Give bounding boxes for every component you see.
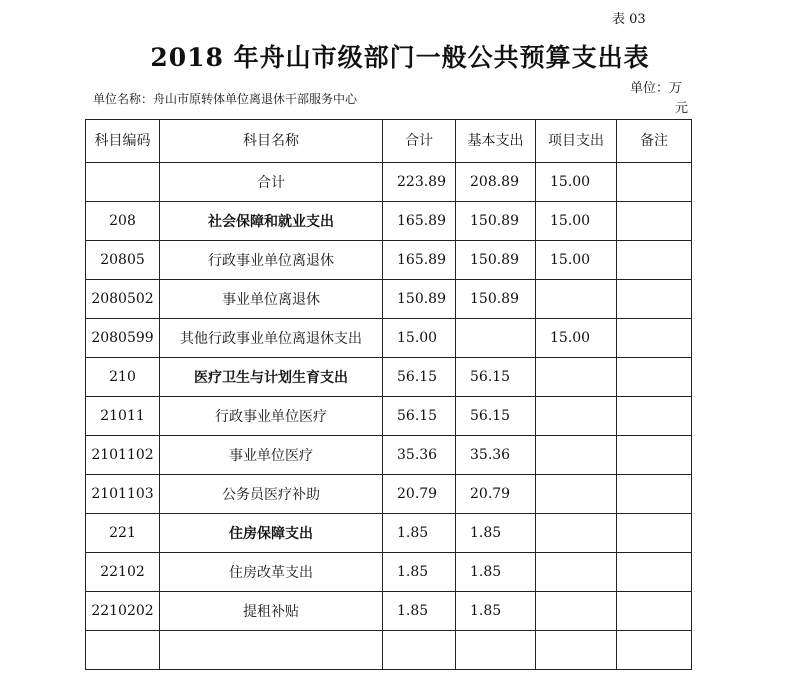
cell-project [536, 397, 617, 436]
cell-total: 150.89 [383, 280, 456, 319]
cell-project: 15.00 [536, 202, 617, 241]
table-row [86, 514, 692, 553]
budget-table [85, 119, 692, 670]
cell-total: 1.85 [383, 553, 456, 592]
cell-project [536, 280, 617, 319]
cell-name: 行政事业单位医疗 [160, 397, 383, 436]
unit-label [630, 79, 690, 119]
cell-code: 221 [86, 514, 160, 553]
cell-project [536, 553, 617, 592]
cell-name: 住房改革支出 [160, 553, 383, 592]
cell-total: 56.15 [383, 358, 456, 397]
cell-note [617, 319, 692, 358]
table-number: 表 03 [612, 12, 646, 27]
cell-project: 15.00 [536, 241, 617, 280]
cell-code: 208 [86, 202, 160, 241]
page-title: 2018 年舟山市级部门一般公共预算支出表 [150, 43, 650, 72]
cell-basic: 208.89 [456, 163, 536, 202]
table-row [86, 397, 692, 436]
table-row [86, 436, 692, 475]
cell-note [617, 163, 692, 202]
cell-total: 165.89 [383, 202, 456, 241]
table-row [86, 202, 692, 241]
cell-project [536, 514, 617, 553]
cell-code: 21011 [86, 397, 160, 436]
table-row [86, 280, 692, 319]
cell-total: 56.15 [383, 397, 456, 436]
cell-note [617, 397, 692, 436]
table-row [86, 319, 692, 358]
cell-project [536, 358, 617, 397]
table-body [86, 163, 692, 670]
cell-note [617, 202, 692, 241]
cell-code: 2080599 [86, 319, 160, 358]
cell-basic: 20.79 [456, 475, 536, 514]
cell-name: 行政事业单位离退休 [160, 241, 383, 280]
header-total: 合计 [383, 120, 456, 163]
cell-note [617, 631, 692, 670]
cell-basic: 1.85 [456, 514, 536, 553]
cell-basic: 56.15 [456, 397, 536, 436]
unit-label-line2: 元 [675, 101, 689, 116]
table-row [86, 631, 692, 670]
cell-note [617, 553, 692, 592]
cell-name: 社会保障和就业支出 [160, 202, 383, 241]
cell-code: 2080502 [86, 280, 160, 319]
cell-code: 2210202 [86, 592, 160, 631]
cell-name [160, 631, 383, 670]
cell-total: 165.89 [383, 241, 456, 280]
cell-project [536, 631, 617, 670]
cell-code [86, 163, 160, 202]
table-row [86, 592, 692, 631]
cell-code: 20805 [86, 241, 160, 280]
cell-total: 1.85 [383, 514, 456, 553]
cell-name: 提租补贴 [160, 592, 383, 631]
cell-total: 1.85 [383, 592, 456, 631]
table-row [86, 241, 692, 280]
cell-basic: 1.85 [456, 592, 536, 631]
cell-basic: 150.89 [456, 202, 536, 241]
unit-name: 单位名称：舟山市原转体单位离退休干部服务中心 [93, 92, 358, 106]
cell-note [617, 592, 692, 631]
cell-basic [456, 631, 536, 670]
cell-total: 35.36 [383, 436, 456, 475]
cell-project: 15.00 [536, 163, 617, 202]
cell-total [383, 631, 456, 670]
header-project: 项目支出 [536, 120, 617, 163]
cell-basic: 1.85 [456, 553, 536, 592]
cell-name: 事业单位医疗 [160, 436, 383, 475]
table-header-row [86, 120, 692, 163]
cell-name: 其他行政事业单位离退休支出 [160, 319, 383, 358]
cell-basic: 35.36 [456, 436, 536, 475]
cell-project [536, 475, 617, 514]
cell-note [617, 358, 692, 397]
cell-code: 2101103 [86, 475, 160, 514]
cell-note [617, 241, 692, 280]
cell-total: 20.79 [383, 475, 456, 514]
table-row [86, 475, 692, 514]
cell-total: 15.00 [383, 319, 456, 358]
cell-total: 223.89 [383, 163, 456, 202]
cell-code [86, 631, 160, 670]
cell-code: 22102 [86, 553, 160, 592]
cell-name: 事业单位离退休 [160, 280, 383, 319]
cell-project: 15.00 [536, 319, 617, 358]
table-row [86, 163, 692, 202]
cell-note [617, 280, 692, 319]
header-note: 备注 [617, 120, 692, 163]
header-basic: 基本支出 [456, 120, 536, 163]
header-code: 科目编码 [86, 120, 160, 163]
cell-note [617, 436, 692, 475]
cell-basic: 150.89 [456, 241, 536, 280]
cell-name: 医疗卫生与计划生育支出 [160, 358, 383, 397]
cell-project [536, 592, 617, 631]
cell-name: 住房保障支出 [160, 514, 383, 553]
cell-basic: 150.89 [456, 280, 536, 319]
unit-label-line1: 单位：万 [630, 81, 683, 96]
cell-name: 合计 [160, 163, 383, 202]
cell-note [617, 514, 692, 553]
cell-code: 210 [86, 358, 160, 397]
header-name: 科目名称 [160, 120, 383, 163]
cell-code: 2101102 [86, 436, 160, 475]
cell-note [617, 475, 692, 514]
table-row [86, 358, 692, 397]
cell-basic: 56.15 [456, 358, 536, 397]
cell-project [536, 436, 617, 475]
table-row [86, 553, 692, 592]
cell-name: 公务员医疗补助 [160, 475, 383, 514]
cell-basic [456, 319, 536, 358]
